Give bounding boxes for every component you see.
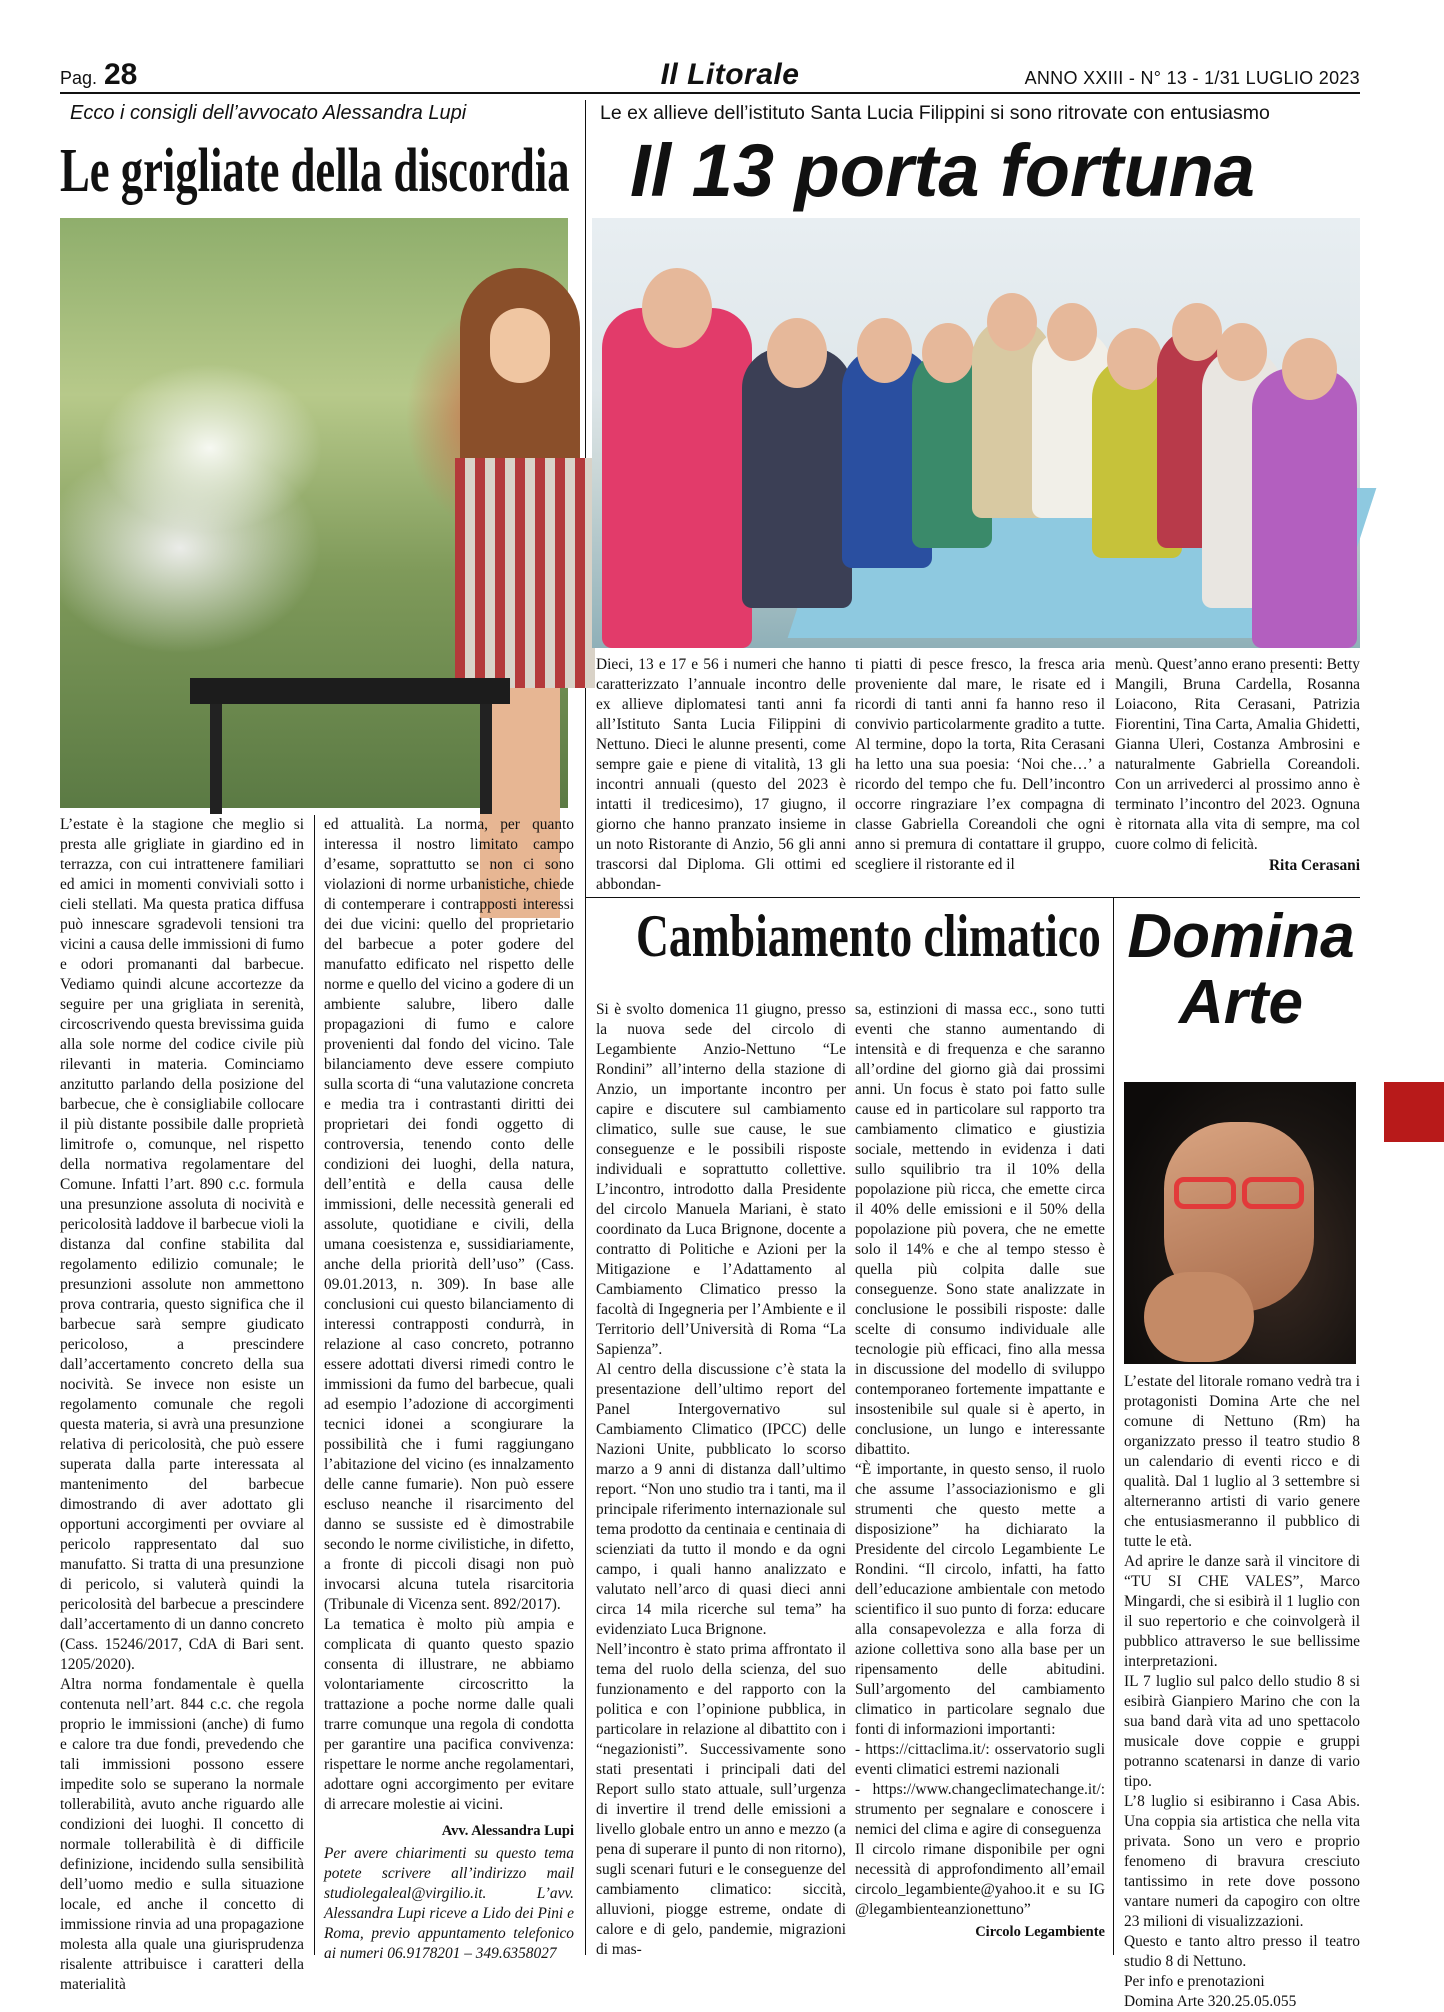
photo-person [767, 318, 827, 388]
bbq-contact-note: Per avere chiarimenti su questo tema potete scrivere all’indirizzo mail studiolegaleal@virgilio.it. L’avv. Alessandra Lupi riceve a Lido dei Pini e Roma, previo appuntamento telefonico ai numeri 06.9178201 – 349.6358027 [324, 1845, 574, 1962]
group-column-2 [855, 655, 1105, 885]
paragraph: L’estate del litorale romano vedrà tra i protagonisti Domina Arte che nel comune di Nettuno (Rm) ha organizzato presso il teatro studio 8 un calendario di eventi ricco e di qualità. Dal 1 luglio al 3 settembre si alterneranno artisti di vario genere che entusiasmeranno il pubblico di tutte le età. [1124, 1373, 1360, 1550]
photo-grill [480, 704, 492, 814]
paragraph: “È importante, in questo senso, il ruolo che assume l’associazionismo e gli strumenti che questo mette a disposizione” ha dichiarato la Presidente del circolo Legambiente Le Rondini. “Il circolo, infatti, ha fatto dell’educazione ambientale con metodo scientifico il suo punto di forza: educare alla consapevolezza e alla forza di azione collettiva sono alla base per un ripensamento delle abitudini. Sull’argomento del cambiamento climatico in particolare segnalo due fonti di informazioni importanti: [855, 1461, 1105, 1738]
bbq-photo [60, 218, 568, 808]
domina-title-line-1: Domina [1127, 902, 1355, 971]
photo-hand [1144, 1272, 1254, 1362]
photo-figure [455, 458, 595, 688]
paragraph: - https://www.changeclimatechange.it/: strumento per segnalare e conoscere i nemici del clima e agire di conseguenza [855, 1781, 1105, 1838]
bbq-column-1 [60, 815, 304, 1993]
paragraph: Il circolo rimane disponibile per ogni necessità di approfondimento all’email circolo_legambiente@yahoo.it e su IG @legambienteanzionettuno” [855, 1841, 1105, 1918]
bbq-headline: Le grigliate della discordia [60, 137, 570, 205]
photo-person [1107, 328, 1162, 390]
group-photo [592, 218, 1360, 648]
paragraph: Questo e tanto altro presso il teatro studio 8 di Nettuno. [1124, 1933, 1360, 1970]
photo-detail [1384, 1082, 1444, 1142]
clima-column-2 [855, 1000, 1105, 1955]
photo-glasses [1174, 1177, 1236, 1209]
paragraph: - https://cittaclima.it/: osservatorio sugli eventi climatici estremi nazionali [855, 1741, 1105, 1778]
bbq-kicker: Ecco i consigli dell’avvocato Alessandra Lupi [70, 102, 467, 124]
domina-portrait-photo [1124, 1082, 1356, 1364]
photo-person [922, 323, 974, 383]
bbq-signature: Avv. Alessandra Lupi [441, 1823, 574, 1839]
column-rule [314, 815, 315, 1955]
clima-column-1 [596, 1000, 846, 1958]
photo-person [1172, 303, 1222, 361]
column-rule [1113, 897, 1114, 1955]
photo-person [1252, 368, 1357, 648]
page-header [60, 58, 1360, 94]
photo-person [857, 318, 912, 383]
paragraph: Si è svolto domenica 11 giugno, presso la nuova sede del circolo di Legambiente Anzio-Nettuno “Le Rondini” all’interno della stazione di Anzio, un importante incontro per capire e discutere sul cambiamento climatico, sulle sue cause, le sue conseguenze e le possibili risposte individuali e soprattutto collettive. L’incontro, introdotto dalla Presidente del circolo Manuela Mariani, è stato coordinato da Luca Brignone, docente a contratto di Politiche e Azioni per la Mitigazione e l’Adattamento al Cambiamento Climatico presso la facoltà di Ingegneria per l’Ambiente e il Territorio dell’Università di Roma “La Sapienza”. [596, 1001, 846, 1358]
photo-grill [190, 678, 510, 704]
domina-column [1124, 1372, 1360, 2010]
photo-figure [490, 308, 550, 383]
photo-person [1282, 338, 1337, 400]
issue-info: ANNO XXIII - N° 13 - 1/31 LUGLIO 2023 [1024, 68, 1360, 88]
paragraph: Altra norma fondamentale è quella contenuta nell’art. 844 c.c. che regola proprio le immissioni (anche) di fumo e calore tra due fondi, prevedendo che tali immissioni possono essere impedite solo se superano la normale tollerabilità, avuto anche riguardo alle condizioni dei luoghi. Il concetto di normale tollerabilità è di difficile definizione, incidendo sulla sensibilità dell’uomo medio e sulla situazione locale, ed anche il concetto di immissione rinvia ad una propagazione molesta alla quale una giurisprudenza risalente attribuisce i caratteri della materialità [60, 1676, 304, 1993]
page-label: Pag. [60, 68, 98, 88]
paragraph: ed attualità. La norma, per quanto interessa il nostro limitato campo d’esame, soprattutto se non ci sono violazioni di norme urbanistiche, chiede di contemperare i contrapposti interessi dei due vicini: quello del proprietario del barbecue a poter godere del manufatto edificato nel rispetto delle norme e quello del vicino a godere di un ambiente salubre, libero dalle propagazioni di fumo e calore provenienti dal fondo del vicino. Tale bilanciamento deve essere compiuto sulla scorta di “una valutazione concreta e media tra i contrastanti diritti dei proprietari dei fondi oggetto di controversia, tenendo conto delle condizioni dei luoghi, della natura, dell’entità e della causa delle immissioni, delle necessità generali ed assolute, quotidiane e civili, della umana coesistenza e, sussidiariamente, anche della priorità dell’uso” (Cass. 09.01.2013, n. 309). In base alle conclusioni cui questo bilanciamento di interessi contrapposti condurrà, in relazione al caso concreto, potranno essere adottati diversi rimedi contro le immissioni da fumo del barbecue, quali ad esempio l’adozione di accorgimenti tecnici idonei a scongiurare la possibilità che i fumi raggiungano l’abitazione del vicino (es innalzamento delle canne fumarie). Non può essere escluso neanche il risarcimento del danno se sussiste ed è dimostrabile secondo le norme civilistiche, in difetto, a fronte di piccoli disagi non può invocarsi alcuna tutela risarcitoria (Tribunale di Vicenza sent. 892/2017). [324, 816, 574, 1613]
paragraph: IL 7 luglio sul palco dello studio 8 si esibirà Gianpiero Marino che con la sua band darà vita ad uno spettacolo musicale dove coppie e gruppi potranno scatenarsi in danze di vario tipo. [1124, 1673, 1360, 1790]
group-kicker: Le ex allieve dell’istituto Santa Lucia Filippini si sono ritrovate con entusiasmo [600, 102, 1270, 124]
group-column-1 [596, 655, 846, 893]
section-divider [586, 897, 1360, 898]
paragraph: L’8 luglio si esibiranno i Casa Abis. Una coppia sia artistica che nella vita privata. Sono un vero e proprio fenomeno di bravura cresciuto tantissimo in rete dove possono vantare numeri da capogiro con oltre 23 milioni di visualizzazioni. [1124, 1793, 1360, 1930]
domina-headline [1122, 904, 1360, 1036]
paragraph: Per info e prenotazioni [1124, 1973, 1265, 1990]
group-column-3 [1115, 655, 1360, 890]
domina-title-line-2: Arte [1178, 968, 1304, 1037]
paragraph: L’estate è la stagione che meglio si presta alle grigliate in giardino ed in terrazza, con cui intrattenere familiari ed amici in momenti conviviali sotto i cieli stellati. Ma questa pratica diffusa può innescare sgradevoli tensioni tra vicini a causa delle immissioni di fumo e odori promananti dal barbecue. Vediamo quindi alcune accortezze da seguire per una grigliata in serenità, circoscrivendo questa brevissima guida alla sole norme del codice civile più rilevanti in materia. Cominciamo anzitutto parlando della posizione del barbecue, che è consigliabile collocare il più distante possibile dalle proprietà limitrofe o, comunque, nel rispetto della normativa regolamentare del Comune. Infatti l’art. 890 c.c. formula una presunzione assoluta di nocività e pericolosità laddove il barbecue violi la distanza dal confine stabilita dal regolamento edilizio comunale; le presunzioni assolute non ammettono prova contraria, questo significa che il barbecue sarà sempre giudicato pericoloso, a prescindere dall’accertamento concreto della sua nocività. Se invece non esiste un regolamento comunale che regoli questa materia, si avrà una presunzione relativa di pericolosità, che può essere superata dalla parte interessata al mantenimento del barbecue dimostrando di aver adottato gli opportuni accorgimenti per ovviare al pericolo rappresentato dal suo manufatto. Si tratta di una presunzione di pericolo, si valuterà quindi la pericolosità del barbecue a prescindere dall’accertamento di un danno concreto (Cass. 15246/2017, CdA di Bari sent. 1205/2020). [60, 816, 304, 1673]
paragraph: menù. Quest’anno erano presenti: Betty Mangili, Bruna Cardella, Rosanna Loiacono, Rita Cerasani, Patrizia Fiorentini, Tina Carta, Amalia Ghidetti, Gianna Uleri, Costanza Ambrosini e naturalmente Gabriella Coreandoli. Con un arrivederci al prossimo anno è terminato l’incontro del 2023. Ognuna è ritornata alla vita di sempre, ma col cuore colmo di felicità. [1115, 656, 1360, 853]
photo-person [1217, 323, 1267, 381]
photo-person [602, 308, 752, 648]
photo-person [642, 268, 712, 348]
group-signature: Rita Cerasani [1268, 857, 1360, 874]
paragraph: sa, estinzioni di massa ecc., sono tutti eventi che stanno aumentando di intensità e di frequenza e che saranno all’ordine del giorno già dai prossimi anni. Un focus è stato poi fatto sulle cause ed in particolare sul rapporto tra cambiamento climatico e giustizia sociale, mettendo in evidenza i dati sullo squilibrio tra il 10% della popolazione più ricca, che emette circa il 40% delle emissioni e il 50% della popolazione più povera, che ne emette solo il 14% e che al tempo stesso è quella più colpita dalle sue conseguenze. Sono state analizzate in conclusione le possibili risposte: dalle scelte di consumo individuale alle tecnologie più efficaci, fino alla messa in discussione del modello di sviluppo contemporaneo fortemente impattante e insostenibile sul quale si è aperto, in conclusione, un lungo e interessante dibattito. [855, 1001, 1105, 1458]
bbq-column-2 [324, 815, 574, 1962]
page-number: 28 [104, 58, 138, 91]
paragraph: La tematica è molto più ampia e complicata di quanto questo spazio consenta di illustrare, ne abbiamo volontariamente circoscritto la trattazione a poche norme dalle quali trarre comunque una regola di condotta per garantire una pacifica convivenza: rispettare le norme anche regolamentari, adottare ogni accorgimento per evitare di arrecare molestie ai vicini. [324, 1616, 574, 1813]
photo-glasses [1242, 1177, 1304, 1209]
paragraph: Al centro della discussione c’è stata la presentazione dell’ultimo report del Panel Intergovernativo sul Cambiamento Climatico (IPCC) delle Nazioni Unite, pubblicato lo scorso marzo a 9 anni di distanza dall’ultimo report. “Non uno studio tra i tanti, ma il principale riferimento internazionale sul tema prodotto da centinaia e centinaia di scienziati da tutto il mondo e da ogni campo, i quali hanno analizzato e valutato nell’arco di quasi dieci anni circa 14 mila ricerche sul tema” ha evidenziato Luca Brignone. [596, 1361, 846, 1638]
photo-grill [210, 704, 222, 814]
paragraph: Domina Arte 320.25.05.055 [1124, 1993, 1297, 2010]
clima-signature: Circolo Legambiente [975, 1924, 1105, 1940]
paragraph: Nell’incontro è stato prima affrontato il tema del ruolo della scienza, del suo funzionamento e del rapporto con la politica e con l’opinione pubblica, in particolare in relazione al dibattito con i “negazionisti”. Successivamente sono stati presentati i principali dati del Report sullo stato attuale, sull’urgenza di invertire il trend delle emissioni a livello globale entro un anno e mezzo (a pena di superare il punto di non ritorno), sugli scenari futuri e le conseguenze del cambiamento climatico: siccità, alluvioni, piogge estreme, ondate di calore e di gelo, pandemie, migrazioni di mas- [596, 1641, 846, 1958]
clima-headline: Cambiamento climatico [636, 903, 1101, 969]
paragraph: Ad aprire le danze sarà il vincitore di “TU SI CHE VALES”, Marco Mingardi, che si esibirà il 1 luglio con il suo repertorio e che coinvolgerà il pubblico attraverso le sue bellissime interpretazioni. [1124, 1553, 1360, 1670]
photo-person [987, 293, 1037, 351]
masthead: Il Litorale [660, 58, 800, 91]
paragraph: Dieci, 13 e 17 e 56 i numeri che hanno caratterizzato l’annuale incontro delle ex allieve diplomatesi tanti anni fa all’Istituto Santa Lucia Filippini di Nettuno. Dieci le alunne presenti, come sempre gaie e piene di vitalità, 13 gli incontri annuali (questo del 2023 è intatti il tredicesimo), 17 giugno, il giorno che hanno pranzato insieme in un noto Ristorante di Anzio, 56 gli anni trascorsi dal Diploma. Gli ottimi ed abbondan- [596, 656, 846, 893]
photo-person [1047, 303, 1097, 361]
paragraph: ti piatti di pesce fresco, la fresca aria proveniente dal mare, le risate ed i ricordi di tanti anni fa hanno reso il convivio particolarmente gradito a tutte. Al termine, dopo la torta, Rita Cerasani ha letto una sua poesia: ‘Noi che…’ a ricordo del tempo che fu. Dell’incontro occorre ringraziare l’ex compagna di classe Gabriella Coreandoli che ogni anno si premura di contattare il gruppo, scegliere il ristorante ed il [855, 656, 1105, 873]
group-headline: Il 13 porta fortuna [630, 129, 1255, 212]
column-rule [585, 100, 586, 1955]
